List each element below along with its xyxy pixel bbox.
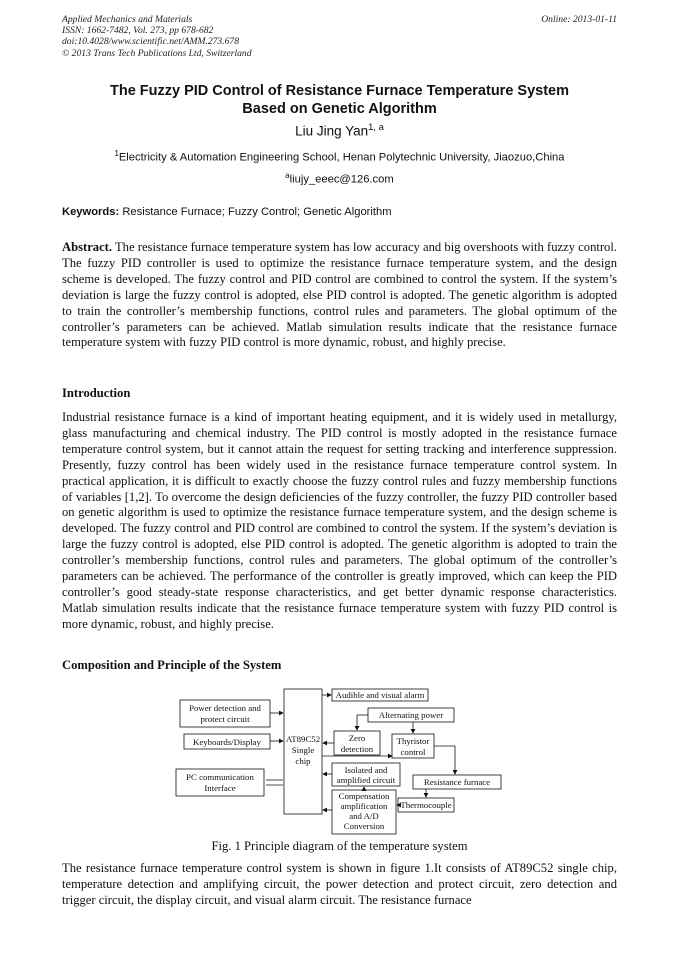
chip-label-1: AT89C52 [285, 734, 321, 744]
keywords-label: Keywords: [62, 206, 120, 218]
thyristor-label-1: Thyristor [396, 736, 430, 746]
zero-label-2: detection [340, 744, 374, 754]
zero-label-1: Zero [348, 733, 366, 743]
author-email: liujy_eeec@126.com [289, 173, 394, 186]
author-superscript: 1, a [368, 122, 384, 133]
keywords-text: Resistance Furnace; Fuzzy Control; Genetic Algorithm [122, 206, 392, 218]
figure-caption: Fig. 1 Principle diagram of the temperature system [211, 839, 468, 853]
keyboards-label: Keyboards/Display [193, 737, 261, 747]
pc-comm-label-1: PC communication [186, 772, 254, 782]
isolated-label-2: amplified circuit [336, 775, 396, 785]
furnace-label: Resistance furnace [423, 777, 491, 787]
email-superscript: a [285, 171, 290, 180]
thyristor-label-2: control [400, 747, 426, 757]
affiliation-superscript: 1 [114, 149, 119, 158]
chip-label-3: chip [295, 756, 311, 766]
power-detect-label-2: protect circuit [200, 714, 250, 724]
abstract-text: The resistance furnace temperature system has low accuracy and big overshoots with fuzzy control. The fuzzy PID controller is used to optimize the resistance furnace temperature system, and the design scheme is developed. The fuzzy control and PID control are combined to control the system. If the system’s deviation is large the fuzzy control is adopted, else PID control is adopted. The genetic algorithm is adopted to train the controller’s membership functions, control rules and parameters. The global optimum of the controller’s parameters can be achieved. Matlab simulation results indicate that the resistance furnace temperature system with fuzzy PID control is more dynamic, robust, and highly precise. [62, 240, 617, 350]
ac-power-label: Alternating power [378, 710, 444, 720]
abstract-label: Abstract. [62, 240, 113, 254]
affiliation-text: Electricity & Automation Engineering School, Henan Polytechnic University, Jiaozuo,China [118, 151, 565, 164]
comp-label-4: Conversion [343, 821, 385, 831]
pc-comm-label-2: Interface [204, 783, 236, 793]
author-line [62, 122, 617, 139]
thermocouple-label: Thermocouple [400, 800, 452, 810]
comp-label-2: amplification [340, 801, 388, 811]
isolated-label-1: Isolated and [344, 765, 388, 775]
power-detect-label-1: Power detection and [189, 703, 261, 713]
chip-label-2: Single [291, 745, 315, 755]
journal-copyright: © 2013 Trans Tech Publications Ltd, Switzerland [62, 47, 252, 59]
composition-heading: Composition and Principle of the System [62, 658, 282, 672]
author-name: Liu Jing Yan [295, 123, 369, 139]
introduction-heading: Introduction [62, 386, 131, 400]
comp-label-3: and A/D [349, 811, 379, 821]
title-line-2: Based on Genetic Algorithm [242, 101, 437, 117]
journal-issn: ISSN: 1662-7482, Vol. 273, pp 678-682 [62, 25, 214, 37]
author-email-line [62, 171, 617, 186]
online-date: Online: 2013-01-11 [541, 14, 617, 25]
journal-doi: doi:10.4028/www.scientific.net/AMM.273.678 [62, 36, 240, 48]
keywords [62, 206, 617, 218]
comp-label-1: Compensation [338, 791, 390, 801]
journal-name: Applied Mechanics and Materials [62, 14, 193, 25]
principle-diagram [170, 686, 491, 836]
alarm-label: Audible and visual alarm [335, 690, 425, 700]
title-line-1: The Fuzzy PID Control of Resistance Furnace Temperature System [109, 83, 569, 99]
abstract [62, 240, 617, 351]
affiliation [62, 149, 617, 164]
journal-header [62, 14, 617, 59]
introduction-text: Industrial resistance furnace is a kind of important heating equipment, and it is widely used in metallurgy, glass manufacturing and chemical industry. The PID control is mostly adopted in the resistance furnace temperature control system, but it cannot attain the request for setting tracking and interference suppression. Presently, fuzzy control has been widely used in the resistance furnace temperature control system. In practical application, it is difficult to exactly choose the fuzzy control rules and fuzzy membership functions of variables [1,2]. To overcome the design deficiencies of the fuzzy controller, the fuzzy PID controller based on genetic algorithm is used to optimize the resistance furnace temperature system, and the design scheme is developed. The fuzzy control and PID control are combined to control the system. If the system’s deviation is large the fuzzy control is adopted, else PID control is adopted. The genetic algorithm is adopted to train the controller’s membership functions, control rules and parameters. The global optimum of the controller’s parameters can be achieved. The performance of the controller is greatly improved, which can keep the PID controller’s good steady-state response characteristics, and get better dynamic response characteristics. Matlab simulation results indicate that the resistance furnace temperature system with fuzzy PID control is more dynamic, robust, and highly precise. [62, 410, 617, 631]
paper-title [62, 82, 617, 118]
composition-text: The resistance furnace temperature control system is shown in figure 1.It consists of AT89C52 single chip, temperature detection and amplifying circuit, the power detection and protect circuit, zero detection and trigger circuit, the display circuit, and visual alarm circuit. The resistance furnace [62, 861, 617, 907]
